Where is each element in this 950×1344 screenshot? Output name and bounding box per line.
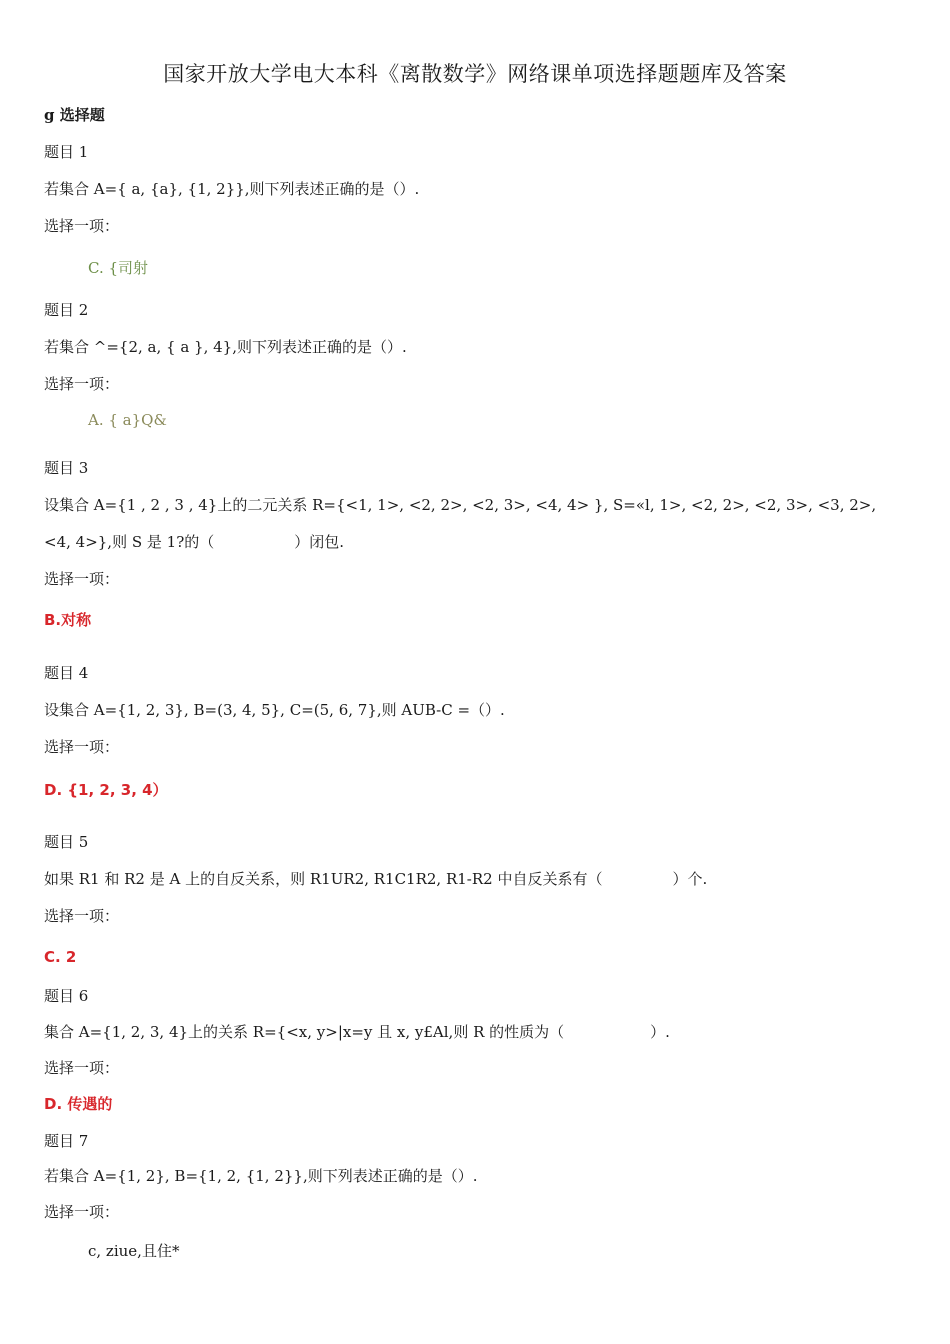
question-5-text-end: ）个. [672, 870, 708, 888]
question-7-select-label: 选择一项： [44, 1203, 120, 1221]
question-5-select-label: 选择一项： [44, 907, 120, 925]
question-4-select-label: 选择一项： [44, 738, 120, 756]
question-1-answer: C. {司射 [88, 259, 149, 277]
question-3-text-line2-start: <4, 4>},则 S 是 1?的（ [44, 533, 215, 551]
question-7-label: 题目 7 [44, 1132, 89, 1150]
question-7-answer: c, ziue,且住* [88, 1242, 180, 1260]
question-5-label: 题目 5 [44, 833, 89, 851]
question-1-select-label: 选择一项： [44, 217, 120, 235]
question-3-text-line2 [44, 531, 344, 552]
question-3-label: 题目 3 [44, 459, 89, 477]
question-1-label: 题目 1 [44, 143, 89, 161]
question-3-text-line1: 设集合 A={1 , 2 , 3 , 4}上的二元关系 R={<1, 1>, <2, 2>, <2, 3>, <4, 4> }, S=«l, 1>, <2, 2>, <2, 3>, <3, 2>, [44, 496, 877, 514]
question-2-text: 若集合 ^={2, a, { a }, 4},则下列表述正确的是（）. [44, 338, 407, 356]
question-6-answer: D. 传遇的 [44, 1095, 113, 1113]
question-4-answer: D. {1, 2, 3, 4） [44, 781, 168, 799]
question-5-text-start: 如果 R1 和 R2 是 A 上的自反关系，则 R1UR2, R1C1R2, R1-R2 中自反关系有（ [44, 870, 603, 888]
question-6-text [44, 1021, 670, 1042]
question-2-select-label: 选择一项： [44, 375, 120, 393]
question-4-label: 题目 4 [44, 664, 89, 682]
question-5-text [44, 868, 707, 889]
question-6-text-start: 集合 A={1, 2, 3, 4}上的关系 R={<x, y>|x=y 且 x, y£Al,则 R 的性质为（ [44, 1023, 565, 1041]
question-6-text-end: ）. [650, 1023, 670, 1041]
question-2-label: 题目 2 [44, 301, 89, 319]
question-6-select-label: 选择一项： [44, 1059, 120, 1077]
question-2-answer: A. { a}Q& [88, 411, 167, 429]
question-3-answer: B.对称 [44, 611, 92, 629]
question-3-text-line2-end: ）闭包. [294, 533, 345, 551]
question-3-select-label: 选择一项： [44, 570, 120, 588]
question-4-text: 设集合 A={1, 2, 3}, B=(3, 4, 5}, C=(5, 6, 7},则 AUB-C =（）. [44, 701, 505, 719]
question-6-label: 题目 6 [44, 987, 89, 1005]
question-5-answer: C. 2 [44, 948, 77, 966]
question-7-text: 若集合 A={1, 2}, B={1, 2, {1, 2}},则下列表述正确的是（）. [44, 1167, 478, 1185]
page-title: 国家开放大学电大本科《离散数学》网络课单项选择题题库及答案 [163, 62, 787, 86]
question-1-text: 若集合 A={ a, {a}, {1, 2}},则下列表述正确的是（）. [44, 180, 420, 198]
section-heading: g 选择题 [44, 106, 105, 124]
